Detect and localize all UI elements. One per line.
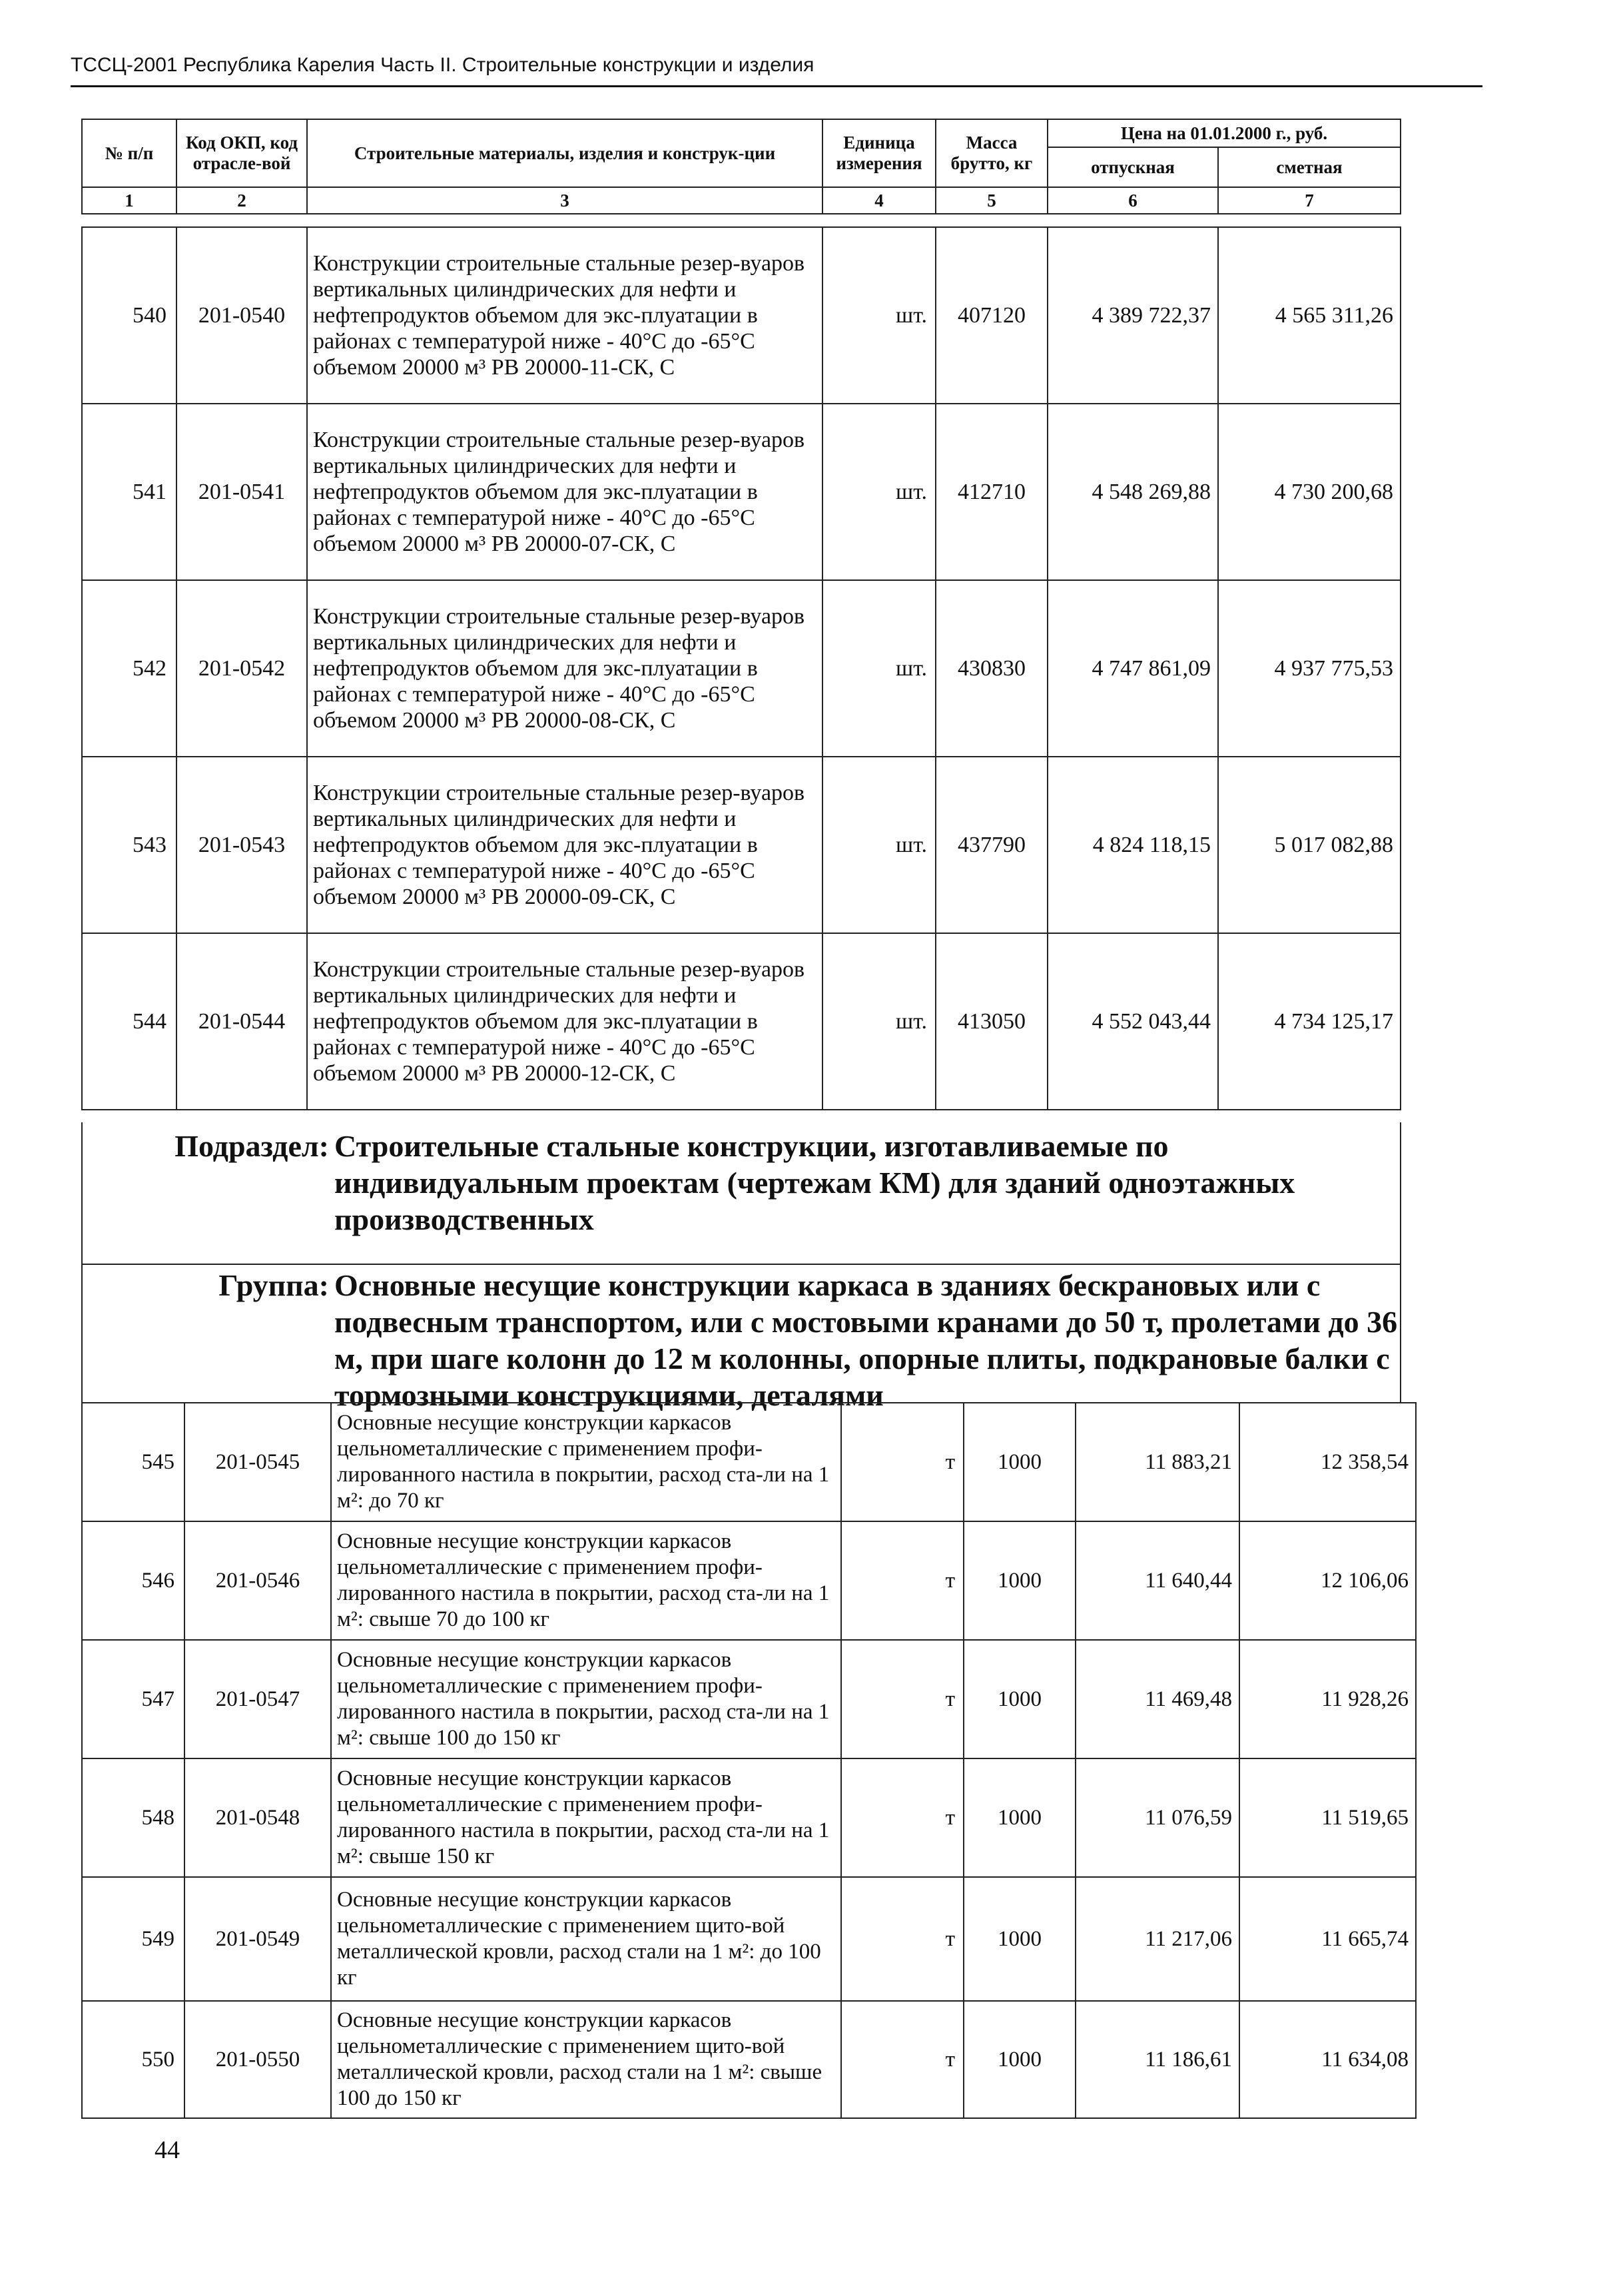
- row-mass: 430830: [936, 580, 1048, 757]
- row-mass: 437790: [936, 757, 1048, 933]
- row-description: Основные несущие конструкции каркасов цельнометаллические с применением щито-вой металлической кровли, расход стали на 1 м²: свыше 100 до 150 кг: [331, 2001, 841, 2118]
- row-okp-code: 201-0549: [184, 1877, 331, 2001]
- row-okp-code: 201-0543: [176, 757, 307, 933]
- page-number: 44: [155, 2136, 180, 2164]
- header-price-group: Цена на 01.01.2000 г., руб.: [1048, 119, 1401, 147]
- header-price-estimate: сметная: [1218, 147, 1401, 187]
- row-number: 548: [82, 1758, 184, 1877]
- table-row: [82, 1758, 1416, 1877]
- group-heading: [81, 1264, 1401, 1412]
- subsection-title: Строительные стальные конструкции, изготавливаемые по индивидуальным проектам (чертежам КМ) для зданий одноэтажных производственных: [334, 1129, 1295, 1236]
- row-price-estimate: 4 937 775,53: [1218, 580, 1401, 757]
- header-column-number: 5: [936, 187, 1048, 214]
- subsection-label: Подраздел:: [174, 1129, 329, 1163]
- row-price-sell: 4 552 043,44: [1048, 933, 1218, 1110]
- row-okp-code: 201-0547: [184, 1640, 331, 1758]
- row-unit: шт.: [822, 757, 936, 933]
- row-price-estimate: 11 634,08: [1239, 2001, 1416, 2118]
- row-mass: 412710: [936, 404, 1048, 580]
- row-unit: т: [841, 1877, 964, 2001]
- row-number: 546: [82, 1521, 184, 1640]
- row-okp-code: 201-0544: [176, 933, 307, 1110]
- row-price-sell: 11 186,61: [1076, 2001, 1239, 2118]
- table-row: [82, 1877, 1416, 2001]
- running-head: ТССЦ-2001 Республика Карелия Часть II. Строительные конструкции и изделия: [71, 54, 814, 76]
- row-unit: т: [841, 2001, 964, 2118]
- row-description: Конструкции строительные стальные резер-вуаров вертикальных цилиндрических для нефти и нефтепродуктов объемом для экс-плуатации в районах с температурой ниже - 40°С до -65°С объемом 20000 м³ РВ 20000-09-СК, С: [307, 757, 822, 933]
- table-row: [82, 580, 1401, 757]
- row-description: Основные несущие конструкции каркасов цельнометаллические с применением профи-лированного настила в покрытии, расход ста-ли на 1 м²: свыше 100 до 150 кг: [331, 1640, 841, 1758]
- row-price-estimate: 11 519,65: [1239, 1758, 1416, 1877]
- row-unit: т: [841, 1521, 964, 1640]
- row-mass: 1000: [964, 1640, 1076, 1758]
- row-okp-code: 201-0550: [184, 2001, 331, 2118]
- row-price-sell: 11 883,21: [1076, 1403, 1239, 1521]
- row-unit: т: [841, 1758, 964, 1877]
- header-column-number: 2: [176, 187, 307, 214]
- row-unit: шт.: [822, 227, 936, 404]
- table-row: [82, 2001, 1416, 2118]
- row-mass: 407120: [936, 227, 1048, 404]
- table-row: [82, 1640, 1416, 1758]
- row-mass: 413050: [936, 933, 1048, 1110]
- row-price-sell: 11 217,06: [1076, 1877, 1239, 2001]
- row-price-estimate: 4 565 311,26: [1218, 227, 1401, 404]
- row-description: Основные несущие конструкции каркасов цельнометаллические с применением профи-лированного настила в покрытии, расход ста-ли на 1 м²: свыше 150 кг: [331, 1758, 841, 1877]
- row-price-sell: 4 824 118,15: [1048, 757, 1218, 933]
- row-mass: 1000: [964, 1758, 1076, 1877]
- header-unit: Единица измерения: [822, 119, 936, 187]
- row-description: Основные несущие конструкции каркасов цельнометаллические с применением профи-лированного настила в покрытии, расход ста-ли на 1 м²: свыше 70 до 100 кг: [331, 1521, 841, 1640]
- row-number: 542: [82, 580, 176, 757]
- table-tanks: [81, 226, 1401, 1110]
- header-column-number: 3: [307, 187, 822, 214]
- row-description: Основные несущие конструкции каркасов цельнометаллические с применением профи-лированного настила в покрытии, расход ста-ли на 1 м²: до 70 кг: [331, 1403, 841, 1521]
- row-okp-code: 201-0548: [184, 1758, 331, 1877]
- row-number: 550: [82, 2001, 184, 2118]
- row-number: 547: [82, 1640, 184, 1758]
- row-price-estimate: 12 106,06: [1239, 1521, 1416, 1640]
- row-price-estimate: 11 928,26: [1239, 1640, 1416, 1758]
- table-row: [82, 227, 1401, 404]
- row-okp-code: 201-0542: [176, 580, 307, 757]
- header-rule: [71, 85, 1482, 87]
- row-number: 540: [82, 227, 176, 404]
- header-materials: Строительные материалы, изделия и конструк-ции: [307, 119, 822, 187]
- header-column-number: 6: [1048, 187, 1218, 214]
- row-price-estimate: 12 358,54: [1239, 1403, 1416, 1521]
- row-price-estimate: 11 665,74: [1239, 1877, 1416, 2001]
- row-description: Конструкции строительные стальные резер-вуаров вертикальных цилиндрических для нефти и нефтепродуктов объемом для экс-плуатации в районах с температурой ниже - 40°С до -65°С объемом 20000 м³ РВ 20000-12-СК, С: [307, 933, 822, 1110]
- row-price-estimate: 5 017 082,88: [1218, 757, 1401, 933]
- row-unit: т: [841, 1403, 964, 1521]
- row-unit: т: [841, 1640, 964, 1758]
- row-price-sell: 11 076,59: [1076, 1758, 1239, 1877]
- row-price-estimate: 4 730 200,68: [1218, 404, 1401, 580]
- row-number: 549: [82, 1877, 184, 2001]
- row-okp-code: 201-0541: [176, 404, 307, 580]
- group-label: Группа:: [218, 1268, 329, 1302]
- row-okp-code: 201-0540: [176, 227, 307, 404]
- row-description: Конструкции строительные стальные резер-вуаров вертикальных цилиндрических для нефти и нефтепродуктов объемом для экс-плуатации в районах с температурой ниже - 40°С до -65°С объемом 20000 м³ РВ 20000-08-СК, С: [307, 580, 822, 757]
- table-row: [82, 1521, 1416, 1640]
- table-row: [82, 933, 1401, 1110]
- row-price-sell: 11 469,48: [1076, 1640, 1239, 1758]
- row-number: 545: [82, 1403, 184, 1521]
- row-mass: 1000: [964, 1877, 1076, 2001]
- table-row: [82, 404, 1401, 580]
- row-okp-code: 201-0545: [184, 1403, 331, 1521]
- row-description: Конструкции строительные стальные резер-вуаров вертикальных цилиндрических для нефти и нефтепродуктов объемом для экс-плуатации в районах с температурой ниже - 40°С до -65°С объемом 20000 м³ РВ 20000-07-СК, С: [307, 404, 822, 580]
- row-description: Конструкции строительные стальные резер-вуаров вертикальных цилиндрических для нефти и нефтепродуктов объемом для экс-плуатации в районах с температурой ниже - 40°С до -65°С объемом 20000 м³ РВ 20000-11-СК, С: [307, 227, 822, 404]
- row-mass: 1000: [964, 2001, 1076, 2118]
- header-mass: Масса брутто, кг: [936, 119, 1048, 187]
- header-column-number: 1: [82, 187, 176, 214]
- row-price-sell: 11 640,44: [1076, 1521, 1239, 1640]
- row-price-sell: 4 389 722,37: [1048, 227, 1218, 404]
- row-number: 543: [82, 757, 176, 933]
- header-okp-code: Код ОКП, код отрасле-вой: [176, 119, 307, 187]
- row-okp-code: 201-0546: [184, 1521, 331, 1640]
- header-number: № п/п: [82, 119, 176, 187]
- row-unit: шт.: [822, 933, 936, 1110]
- header-price-sell: отпускная: [1048, 147, 1218, 187]
- table-row: [82, 757, 1401, 933]
- row-unit: шт.: [822, 404, 936, 580]
- header-column-number: 4: [822, 187, 936, 214]
- row-number: 541: [82, 404, 176, 580]
- subsection-heading: [81, 1122, 1401, 1265]
- table-frame-structures: [81, 1402, 1417, 2119]
- row-mass: 1000: [964, 1403, 1076, 1521]
- group-title: Основные несущие конструкции каркаса в зданиях бескрановых или с подвесным транспортом, или с мостовыми кранами до 50 т, пролетами до 36 м, при шаге колонн до 12 м колонны, опорные плиты, подкрановые балки с тормозными конструкциями, деталями: [334, 1268, 1398, 1412]
- row-price-estimate: 4 734 125,17: [1218, 933, 1401, 1110]
- header-column-number: 7: [1218, 187, 1401, 214]
- row-price-sell: 4 747 861,09: [1048, 580, 1218, 757]
- table-header: [81, 119, 1401, 214]
- row-number: 544: [82, 933, 176, 1110]
- row-mass: 1000: [964, 1521, 1076, 1640]
- row-unit: шт.: [822, 580, 936, 757]
- row-description: Основные несущие конструкции каркасов цельнометаллические с применением щито-вой металлической кровли, расход стали на 1 м²: до 100 кг: [331, 1877, 841, 2001]
- row-price-sell: 4 548 269,88: [1048, 404, 1218, 580]
- table-row: [82, 1403, 1416, 1521]
